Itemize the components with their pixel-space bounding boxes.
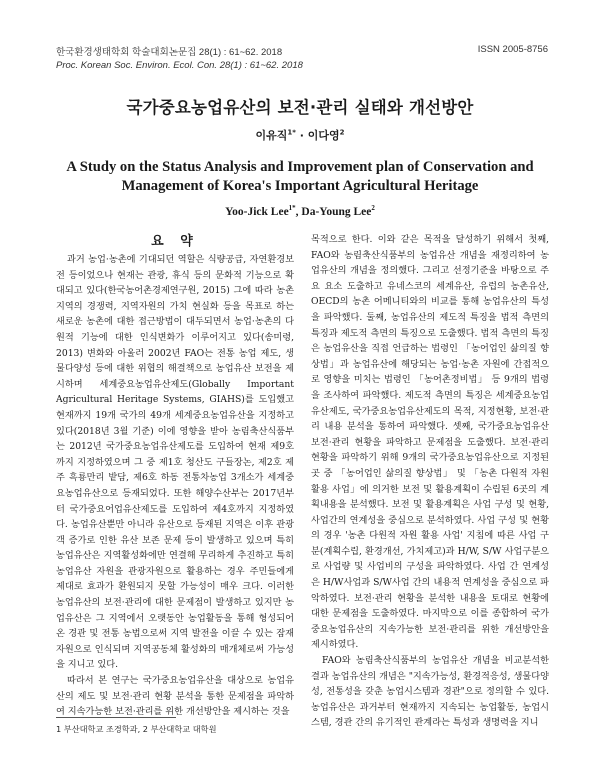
author-1-ko-affil: 1* [287,128,296,137]
abstract-heading: 요 약 [151,234,199,249]
title-english: A Study on the Status Analysis and Improvement plan of Conservation and Management of Korea's Important Agricultural Heritage [66,159,534,194]
footnote-affiliations: 1 부산대학교 조경학과, 2 부산대학교 대학원 [56,724,217,734]
abstract-paragraph-1: 과거 농업·농촌에 기대되던 역할은 식량공급, 자연환경보전 등이었으나 현재는 관광, 휴식 등의 문화적 기능으로 확대되고 있다(한국농어촌경제연구원, 2015) 그에 따라 농촌지역의 경쟁력, 지역자원의 가치 현실화 등을 목표로 하는 새로운 농촌에 대한 접근방법이 대두되면서 농업·농촌의 다원적 기능에 대한 인식변화가 이루어지고 있다(송미령, 2013) 변화와 아울러 2002년 FAO는 전통 농업 제도, 생물다양성 등에 대한 위협의 해결책으로 농업유산 보전을 제시하며 세계중요농업유산제도(Globally Important Agricultural Heritage Systems, GIAHS)를 도입했고 현재까지 19개 국가의 49개 세계중요농업유산을 지정하고 있다(2018년 3월 기준) 이에 영향을 받아 농림축산식품부는 2012년 국가중요농업유산제도를 도입하여 현재 제9호까지 지정하였으며 그 중 제1호 청산도 구들장논, 제2호 제주 흑룡만리 밭담, 제6호 하동 전통차농업 3개소가 세계중요농업유산으로 등재되었다. 또한 해양수산부는 2017년부터 국가중요어업유산제도를 도입하여 제4호까지 지정하였다. 농업유산뿐만 아니라 유산으로 등재된 지역은 이후 관광객 증가로 인한 유산 보존 문제 등이 발생하고 있으며 특히 농업유산은 지역활성화에만 연결해 무리하게 추진하고 특히 농업유산 자원을 관광자원으로 활용하는 경우 주민들에게 제대로 효과가 환원되지 못할 가능성이 매우 크다. 이러한 농업유산의 보전·관리에 대한 문제점이 발생하고 있지만 농업유산은 그 지역에서 오랫동안 농업활동을 통해 형성되어온 경관 및 전통 농법으로써 지역 발전을 이끌 수 있는 잠재자원으로 인식되며 지역공동체 활성화의 매개체로써 가능성을 지니고 있다. [56,254,294,671]
author-1-en: Yoo-Jick Lee [225,206,289,218]
right-column [311,232,549,731]
author-2-ko-affil: 2 [339,128,345,137]
authors-korean [0,127,600,143]
author-separator-ko: · [295,129,308,142]
author-2-en-affil: 2 [371,204,375,213]
journal-citation-en: Proc. Korean Soc. Environ. Ecol. Con. 28(1) : 61~62. 2018 [56,60,303,71]
abstract-paragraph-3: FAO와 농림축산식품부의 농업유산 개념을 비교분석한 결과 농업유산의 개념은 "지속가능성, 환경적응성, 생물다양성, 전통성을 갖춘 농업시스템과 경관"으로 정의할 수 있다. 농업유산은 과거부터 현재까지 지속되는 농업활동, 농업시스템, 경관 간의 유기적인 관계라는 특성과 생명력을 지니 [311,655,549,729]
author-separator-en: , [295,206,302,218]
author-2-en: Da-Young Lee [301,206,372,218]
author-2-ko: 이다영 [307,129,340,142]
issn: ISSN 2005-8756 [477,44,548,55]
running-header [56,44,548,71]
journal-citation-ko: 한국환경생태학회 학술대회논문집 28(1) : 61~62. 2018 [56,47,283,58]
abstract-paragraph-continued: 목적으로 한다. 이와 같은 목적을 달성하기 위해서 첫째, FAO와 농림축산식품부의 농업유산 개념을 재정리하여 농업유산의 개념을 정의했다. 그리고 선정기준을 바탕으로 주요 요소 도출하고 유네스코의 세계유산, 유럽의 농촌유산, OECD의 농촌 어메니티와의 비교를 통해 농업유산의 특성을 파악했다. 둘째, 농업유산의 제도적 특징을 법적 측면의 특징과 제도적 측면의 특징으로 도출했다. 법적 측면의 특징은 농업유산을 직접 언급하는 법령인 「농어업인 삶의질 향상법」과 농업유산에 해당되는 농업·농촌 자원에 간접적으로 영향을 미치는 법령인 「농어촌정비법」 등 9개의 법령을 조사하여 파악했다. 제도적 측면의 특징은 세계중요농업유산제도, 국가중요농업유산제도의 목적, 지정현황, 보전·관리 내용 분석을 통하여 파악했다. 셋째, 국가중요농업유산 보전·관리 현황을 파악하고 문제점을 도출했다. 보전·관리 현황을 파악하기 위해 9개의 국가중요농업유산으로 지정된 곳 중 「농어업인 삶의질 향상법」 및 「농촌 다원적 자원 활용 사업」에 의거한 보전 및 활용계획이 수립된 6곳의 계획내용을 분석했다. 보전 및 활용계획은 사업 구성 및 현황, 사업간의 연계성을 중심으로 분석하였다. 사업 구성 및 현황의 경우 '농촌 다원적 자원 활용 사업' 지침에 따른 사업 구분(계획수립, 환경개선, 가치제고)과 H/W, S/W 사업구분으로 사업량 및 사업비의 구성을 파악하였다. 사업 간 연계성은 H/W사업과 S/W사업 간의 내용적 연계성을 중심으로 파악하였다. 보전·관리 현황을 분석한 내용을 토대로 현황에 대한 문제점을 도출하였다. 마지막으로 이를 종합하여 국가중요농업유산의 지속가능한 보전·관리를 위한 개선방안을 제시하였다. [311,234,549,651]
left-column [56,232,294,720]
author-1-ko: 이유직 [255,129,288,142]
title-korean: 국가중요농업유산의 보전·관리 실태와 개선방안 [126,98,474,117]
author-1-en-affil: 1* [288,204,296,213]
authors-english [0,206,600,218]
footnote-divider [56,717,176,718]
abstract-paragraph-2: 따라서 본 연구는 국가중요농업유산을 대상으로 농업유산의 제도 및 보전·관리 현황 분석을 통한 문제점을 파악하여 지속가능한 보전·관리를 위한 개선방안을 제시하는 것을 [56,675,294,718]
